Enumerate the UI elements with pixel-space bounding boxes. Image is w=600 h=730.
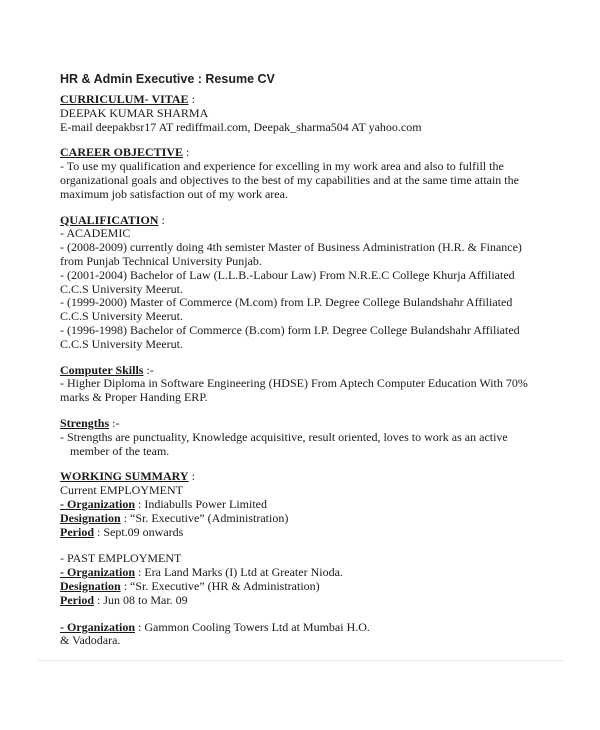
resume-content: [60, 93, 540, 648]
current-period-value: : Sept.09 onwards: [94, 524, 184, 539]
past2-organization-label: - Organization: [60, 619, 135, 634]
computer-skills-line: - Higher Diploma in Software Engineering (HDSE) From Aptech Computer Education With 70%: [60, 376, 528, 391]
current-designation-label: Designation: [60, 510, 121, 525]
objective-section: [60, 146, 540, 201]
candidate-name: DEEPAK KUMAR SHARMA: [60, 105, 209, 120]
past-period-value: : Jun 08 to Mar. 09: [94, 592, 188, 607]
current-period-label: Period: [60, 524, 94, 539]
computer-skills-line: marks & Proper Handing ERP.: [60, 390, 208, 405]
objective-text: - To use my qualification and experience for excelling in my work area and also to fulfill the organizational goals and objectives to the best of my capabilities and at the same time attain the maximum job satisfaction out of my work area.: [60, 159, 519, 201]
qualification-line: - (1999-2000) Master of Commerce (M.com) from I.P. Degree College Bulandshahr Affiliated: [60, 295, 513, 310]
qualification-line: C.C.S University Meerut.: [60, 281, 183, 296]
objective-heading: CAREER OBJECTIVE: [60, 145, 184, 160]
qualification-line: - (2008-2009) currently doing 4th semister Master of Business Administration (H.R. & Finance): [60, 240, 522, 255]
strengths-heading: Strengths: [60, 415, 110, 430]
past2-organization-continued: & Vadodara.: [60, 633, 121, 648]
working-summary-heading-suffix: :: [188, 469, 195, 484]
past-organization-label: - Organization: [60, 565, 135, 580]
cv-heading: CURRICULUM- VITAE: [60, 92, 189, 106]
past-employment-label: - PAST EMPLOYMENT: [60, 551, 182, 566]
qualification-line: C.C.S University Meerut.: [60, 309, 183, 324]
computer-skills-heading-suffix: :-: [143, 362, 154, 377]
past2-organization-value: : Gammon Cooling Towers Ltd at Mumbai H.O.: [135, 619, 370, 634]
qualification-line: - (2001-2004) Bachelor of Law (L.L.B.-Labour Law) From N.R.E.C College Khurja Affiliated: [60, 267, 515, 282]
qualification-line: C.C.S University Meerut.: [60, 336, 183, 351]
strengths-heading-suffix: :-: [109, 415, 120, 430]
candidate-email: E-mail deepakbsr17 AT rediffmail.com, Deepak_sharma504 AT yahoo.com: [60, 119, 422, 134]
past-designation-label: Designation: [60, 578, 121, 593]
current-organization-label: - Organization: [60, 496, 135, 511]
cv-section: [60, 93, 540, 134]
objective-heading-suffix: :: [183, 145, 190, 160]
past-organization-value: : Era Land Marks (I) Ltd at Greater Nioda.: [135, 565, 343, 580]
qualification-heading: QUALIFICATION: [60, 212, 159, 227]
current-organization-value: : Indiabulls Power Limited: [135, 496, 267, 511]
cv-heading-suffix: :: [188, 92, 195, 106]
qualification-heading-suffix: :: [158, 212, 165, 227]
working-summary-heading: WORKING SUMMARY: [60, 469, 189, 484]
strengths-line: member of the team.: [70, 443, 170, 458]
working-summary-section: [60, 470, 540, 648]
qualification-line: from Punjab Technical University Punjab.: [60, 253, 262, 268]
strengths-line: - Strengths are punctuality, Knowledge acquisitive, result oriented, loves to work as an active: [60, 429, 508, 444]
strengths-section: [60, 417, 540, 458]
past-designation-value: : “Sr. Executive” (HR & Administration): [120, 578, 320, 593]
page-divider: [38, 660, 564, 661]
computer-skills-section: [60, 364, 540, 405]
document-title: HR & Admin Executive : Resume CV: [60, 72, 275, 86]
computer-skills-heading: Computer Skills: [60, 362, 144, 377]
qualification-line: - ACADEMIC: [60, 226, 131, 241]
past-period-label: Period: [60, 592, 94, 607]
current-designation-value: : “Sr. Executive” (Administration): [120, 510, 289, 525]
qualification-section: [60, 214, 540, 352]
current-employment-label: Current EMPLOYMENT: [60, 483, 183, 498]
qualification-line: - (1996-1998) Bachelor of Commerce (B.com) form I.P. Degree College Bulandshahr Affiliated: [60, 322, 520, 337]
